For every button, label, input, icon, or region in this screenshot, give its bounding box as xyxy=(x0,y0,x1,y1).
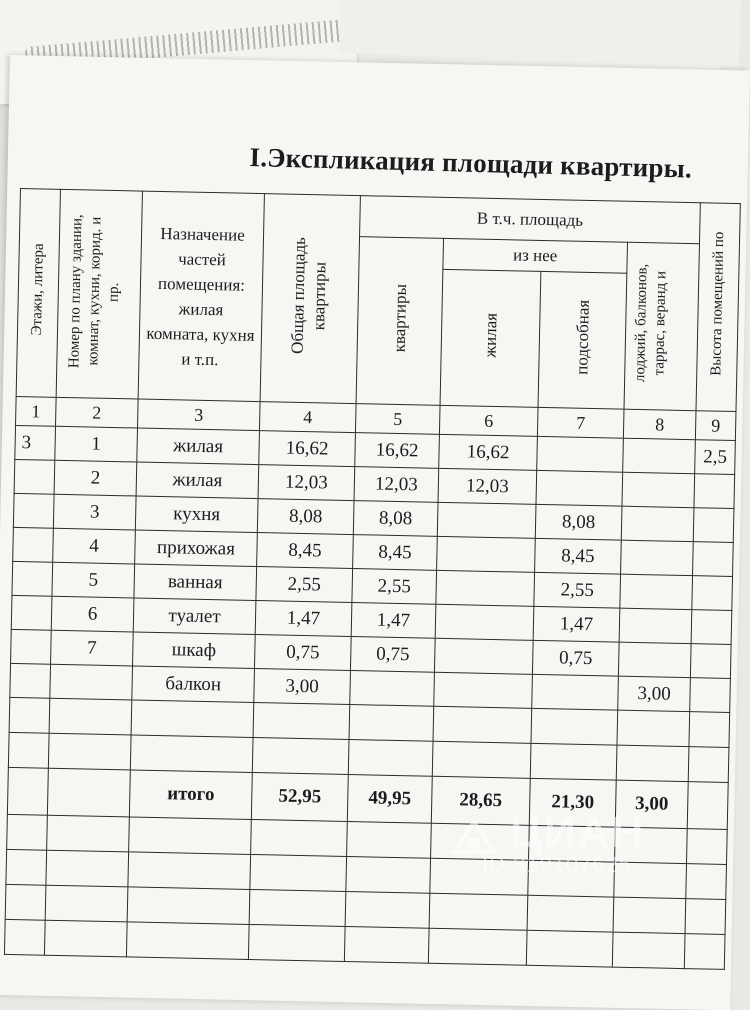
plan-number-cell xyxy=(50,664,133,700)
purpose-cell: кухня xyxy=(135,496,258,533)
floor-cell xyxy=(12,561,53,596)
floor-cell xyxy=(11,595,52,630)
purpose-cell: ванная xyxy=(134,564,257,601)
header-loggias: лоджий, балконов, таррас, веранд и xyxy=(624,242,700,410)
living-area-cell xyxy=(437,502,536,538)
loggia-area-cell xyxy=(620,574,693,610)
purpose-cell: прихожая xyxy=(135,530,258,567)
total-living-value: 28,65 xyxy=(431,776,530,825)
total-area-value: 52,95 xyxy=(251,772,348,821)
column-number: 5 xyxy=(355,404,440,435)
total-area-cell: 2,55 xyxy=(256,567,353,603)
apartment-area-cell: 8,45 xyxy=(353,535,438,571)
header-height: Высота помещений по xyxy=(696,203,740,412)
floor-cell: 3 xyxy=(15,425,56,460)
watermark-id: ID 319107625 xyxy=(482,852,633,877)
purpose-cell: жилая xyxy=(136,462,259,499)
auxiliary-area-cell xyxy=(537,436,624,472)
living-area-cell xyxy=(435,604,534,640)
height-cell xyxy=(690,644,731,679)
total-area-cell: 12,03 xyxy=(258,465,355,501)
auxiliary-area-cell: 0,75 xyxy=(532,640,619,676)
height-cell xyxy=(693,508,734,543)
header-purpose: Назначение частей помещения: жилая комната, кухня и т.п. xyxy=(138,191,264,402)
auxiliary-area-cell: 2,55 xyxy=(534,572,621,608)
plan-number-cell: 3 xyxy=(53,494,136,530)
apartment-area-cell: 16,62 xyxy=(355,433,440,469)
header-floor: Этажи, литера xyxy=(16,189,60,398)
apartment-area-cell: 2,55 xyxy=(352,569,437,605)
floor-cell xyxy=(14,459,55,494)
auxiliary-area-cell: 1,47 xyxy=(533,606,620,642)
auxiliary-area-cell: 8,45 xyxy=(535,538,622,574)
plan-number-cell: 6 xyxy=(51,596,134,632)
living-area-cell xyxy=(436,570,535,606)
total-label: итого xyxy=(129,770,252,820)
column-number: 7 xyxy=(537,407,624,438)
total-area-cell: 0,75 xyxy=(254,635,351,671)
column-number: 3 xyxy=(137,399,260,431)
loggia-area-cell xyxy=(621,506,694,542)
explication-table-wrap xyxy=(4,188,740,983)
watermark-brand: ЦИАН xyxy=(510,808,646,857)
height-cell xyxy=(690,678,731,713)
plan-number-cell: 5 xyxy=(52,562,135,598)
column-number: 2 xyxy=(56,397,139,428)
auxiliary-area-cell xyxy=(532,674,619,710)
apartment-area-cell xyxy=(350,671,435,707)
total-apartment-value: 49,95 xyxy=(347,775,432,824)
apartment-area-cell: 1,47 xyxy=(351,603,436,639)
height-cell xyxy=(693,542,734,577)
height-cell xyxy=(694,474,735,509)
apartment-area-cell: 0,75 xyxy=(350,637,435,673)
loggia-area-cell xyxy=(618,642,691,678)
header-auxiliary: подсобная xyxy=(538,271,627,409)
living-area-cell: 12,03 xyxy=(438,468,537,504)
purpose-cell: туалет xyxy=(133,598,256,635)
table-body xyxy=(10,425,736,712)
floor-cell xyxy=(10,663,51,698)
document-title: I.Экспликация площади квартиры. xyxy=(249,142,693,184)
plan-number-cell: 2 xyxy=(54,460,137,496)
header-plan-number: Номер по плану здании, комнат, кухни, корид. и пр. xyxy=(56,189,142,399)
column-number: 6 xyxy=(439,405,538,436)
loggia-area-cell xyxy=(619,608,692,644)
purpose-cell: шкаф xyxy=(133,632,256,669)
column-number: 1 xyxy=(16,396,57,426)
total-area-cell: 8,45 xyxy=(257,533,354,569)
plan-number-cell: 1 xyxy=(55,426,138,462)
column-number: 4 xyxy=(259,402,356,433)
living-area-cell xyxy=(434,638,533,674)
height-cell: 2,5 xyxy=(695,440,736,475)
living-area-cell xyxy=(434,672,533,708)
plan-number-cell: 7 xyxy=(51,630,134,666)
header-apartment: квартиры xyxy=(356,237,443,406)
loggia-area-cell: 3,00 xyxy=(618,676,691,712)
loggia-area-cell xyxy=(621,540,694,576)
header-total-area: Общая площадь квартиры xyxy=(260,194,360,404)
floor-cell xyxy=(11,629,52,664)
purpose-cell: балкон xyxy=(132,666,255,703)
floor-cell xyxy=(13,527,54,562)
loggia-area-cell xyxy=(623,438,696,474)
living-area-cell xyxy=(437,536,536,572)
purpose-cell: жилая xyxy=(137,428,260,465)
apartment-area-cell: 12,03 xyxy=(354,467,439,503)
height-cell xyxy=(692,576,733,611)
header-of-which: из нее xyxy=(443,238,628,273)
total-loggia-value: 3,00 xyxy=(615,780,688,828)
explication-table xyxy=(4,188,741,970)
total-area-cell: 8,08 xyxy=(257,499,354,535)
header-including-area: В т.ч. площадь xyxy=(360,196,701,244)
floor-cell xyxy=(13,493,54,528)
column-number: 9 xyxy=(695,411,736,441)
column-number: 8 xyxy=(623,409,696,440)
header-living: жилая xyxy=(440,269,541,407)
total-area-cell: 3,00 xyxy=(254,669,351,705)
loggia-area-cell xyxy=(622,472,695,508)
total-area-cell: 16,62 xyxy=(259,431,356,467)
total-area-cell: 1,47 xyxy=(255,601,352,637)
height-cell xyxy=(691,610,732,645)
auxiliary-area-cell: 8,08 xyxy=(535,504,622,540)
auxiliary-area-cell xyxy=(536,470,623,506)
plan-number-cell: 4 xyxy=(53,528,136,564)
apartment-area-cell: 8,08 xyxy=(353,501,438,537)
living-area-cell: 16,62 xyxy=(439,434,538,470)
total-auxiliary-value: 21,30 xyxy=(529,778,616,827)
